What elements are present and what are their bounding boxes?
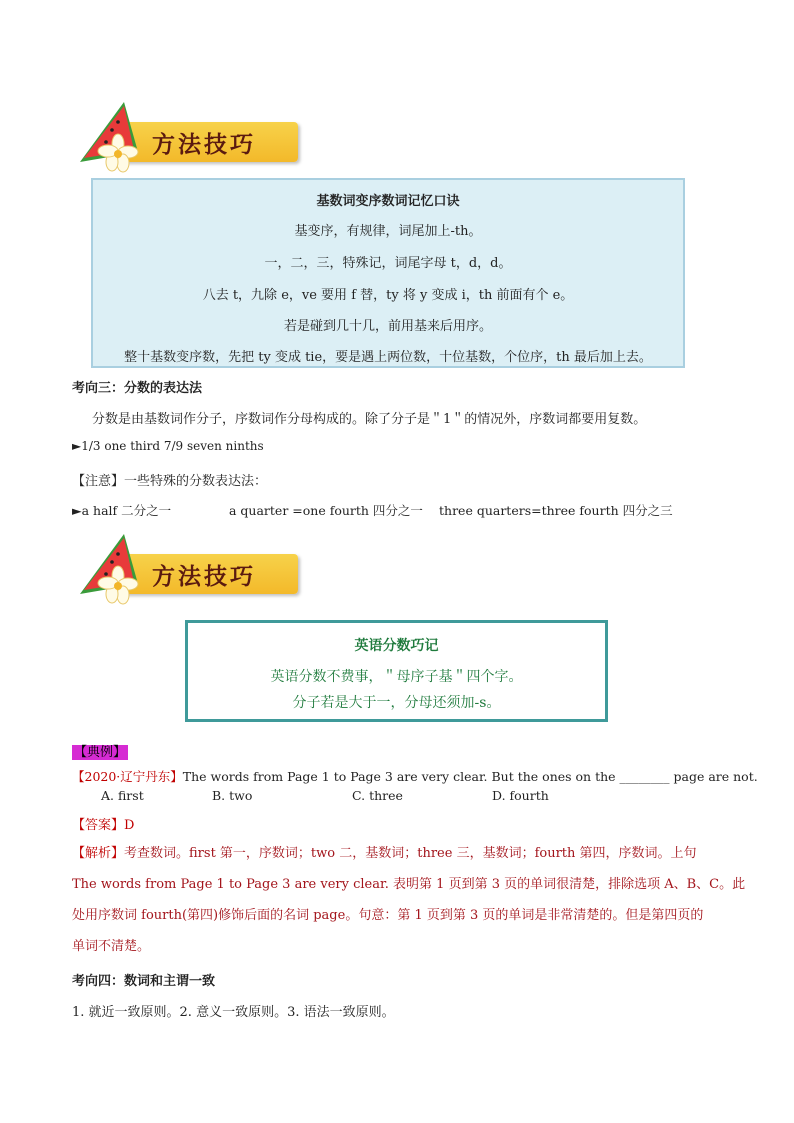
analysis-line-3: 处用序数词 fourth(第四)修饰后面的名词 page。句意：第 1 页到第 3 页的单词是非常清楚的。但是第四页的 — [72, 908, 704, 923]
watermelon-flower-icon — [72, 98, 162, 176]
watermelon-flower-icon — [72, 530, 162, 608]
answer-value: D — [124, 818, 135, 833]
fraction-example-half: ►a half 二分之一 — [72, 503, 172, 518]
analysis-block — [72, 838, 746, 962]
fraction-mnemonic-box — [185, 620, 608, 722]
mnemonic-line-5: 整十基数变序数，先把 ty 变成 tie，要是遇上两位数，十位基数，个位序，th 最后加上去。 — [124, 350, 652, 365]
question-text: The words from Page 1 to Page 3 are very clear. But the ones on the ________ page are not. — [182, 769, 758, 784]
section4-item: 1. 就近一致原则。2. 意义一致原则。3. 语法一致原则。 — [72, 1005, 395, 1020]
fraction-mnemonic-line-2: 分子若是大于一，分母还须加-s。 — [292, 695, 501, 711]
analysis-text-1: 考查数词。first 第一，序数词；two 二，基数词；three 三，基数词；fourth 第四，序数词。上句 — [124, 846, 697, 861]
banner-title: 方法技巧 — [152, 564, 256, 590]
fraction-example-1: ►1/3 one third 7/9 seven ninths — [72, 439, 264, 453]
analysis-line-4: 单词不清楚。 — [72, 939, 151, 954]
question-row — [72, 767, 758, 785]
section3-heading: 考向三：分数的表达法 — [72, 381, 203, 396]
fraction-example-quarter: a quarter =one fourth 四分之一 — [229, 503, 423, 518]
answer-label: 【答案】 — [72, 818, 125, 833]
question-source: 【2020·辽宁丹东】 — [72, 769, 183, 784]
method-tips-banner-2 — [72, 530, 298, 608]
option-c: C. three — [352, 788, 403, 803]
analysis-line-2: The words from Page 1 to Page 3 are very clear. 表明第 1 页到第 3 页的单词很清楚，排除选项 A、B、C。此 — [72, 877, 746, 892]
fraction-mnemonic-title: 英语分数巧记 — [354, 638, 439, 654]
method-tips-banner — [72, 98, 298, 176]
example-tag: 【典例】 — [74, 745, 127, 760]
analysis-line-1 — [72, 838, 727, 869]
option-d: D. fourth — [492, 788, 549, 803]
option-a: A. first — [101, 788, 144, 803]
mnemonic-line-3: 八去 t，九除 e，ve 要用 f 替，ty 将 y 变成 i，th 前面有个 e。 — [202, 288, 574, 303]
mnemonic-title: 基数词变序数词记忆口诀 — [316, 194, 460, 209]
banner-title: 方法技巧 — [152, 132, 256, 158]
section4-heading: 考向四：数词和主谓一致 — [72, 974, 216, 989]
answer-row — [72, 814, 134, 833]
analysis-label: 【解析】 — [72, 846, 125, 861]
special-fraction-note: 【注意】一些特殊的分数表达法： — [72, 474, 268, 489]
option-b: B. two — [212, 788, 253, 803]
mnemonic-line-2: 一，二，三，特殊记，词尾字母 t，d，d。 — [264, 256, 512, 271]
mnemonic-line-4: 若是碰到几十几，前用基来后用序。 — [283, 319, 492, 334]
fraction-example-three-quarters: three quarters=three fourth 四分之三 — [439, 503, 673, 518]
fraction-mnemonic-line-1: 英语分数不费事，＂母序子基＂四个字。 — [270, 669, 523, 685]
section3-intro: 分数是由基数词作分子，序数词作分母构成的。除了分子是＂1＂的情况外，序数词都要用复数。 — [92, 412, 647, 427]
mnemonic-line-1: 基变序，有规律，词尾加上-th。 — [294, 224, 482, 239]
example-tag-row — [72, 741, 128, 760]
ordinal-mnemonic-box — [91, 178, 685, 368]
